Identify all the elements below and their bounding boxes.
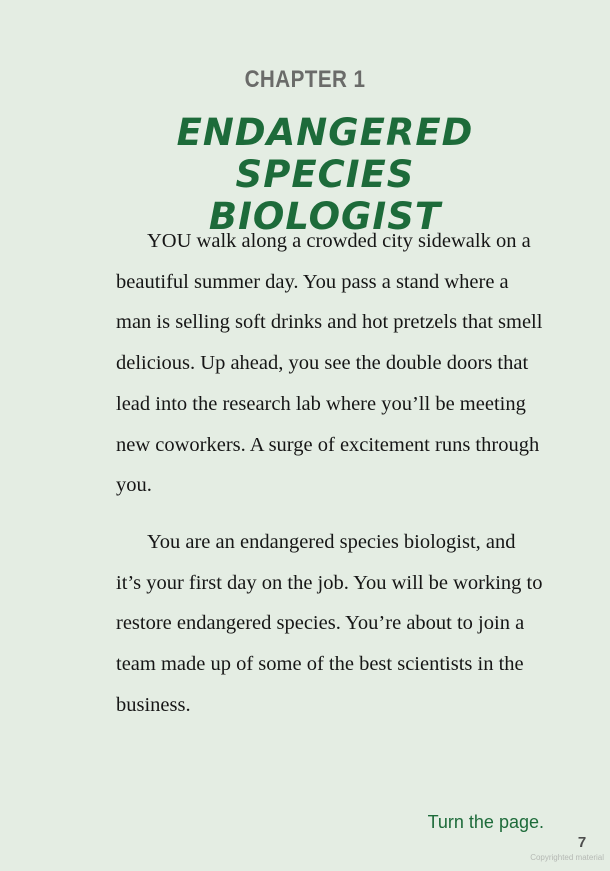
turn-the-page-prompt: Turn the page.	[427, 812, 544, 832]
chapter-title	[90, 112, 560, 238]
chapter-title-line-1: ENDANGERED SPECIES	[176, 111, 474, 196]
copyright-notice: Copyrighted material	[530, 853, 604, 862]
chapter-label: CHAPTER 1	[244, 66, 366, 93]
paragraph-1: YOU walk along a crowded city sidewalk on a beautiful summer day. You pass a stand where a man is selling soft drinks and hot pretzels that smell delicious. Up ahead, you see the double doors that lead into the research lab where you’ll be meeting new coworkers. A surge of excitement runs through you.	[116, 230, 543, 497]
chapter-title-line-2: BIOLOGIST	[208, 195, 442, 238]
body-text	[116, 221, 544, 741]
page-number: 7	[577, 834, 587, 851]
paragraph-2: You are an endangered species biologist, and it’s your first day on the job. You will be working to restore endangered species. You’re about to join a team made up of some of the best scientists in the business.	[116, 530, 543, 716]
